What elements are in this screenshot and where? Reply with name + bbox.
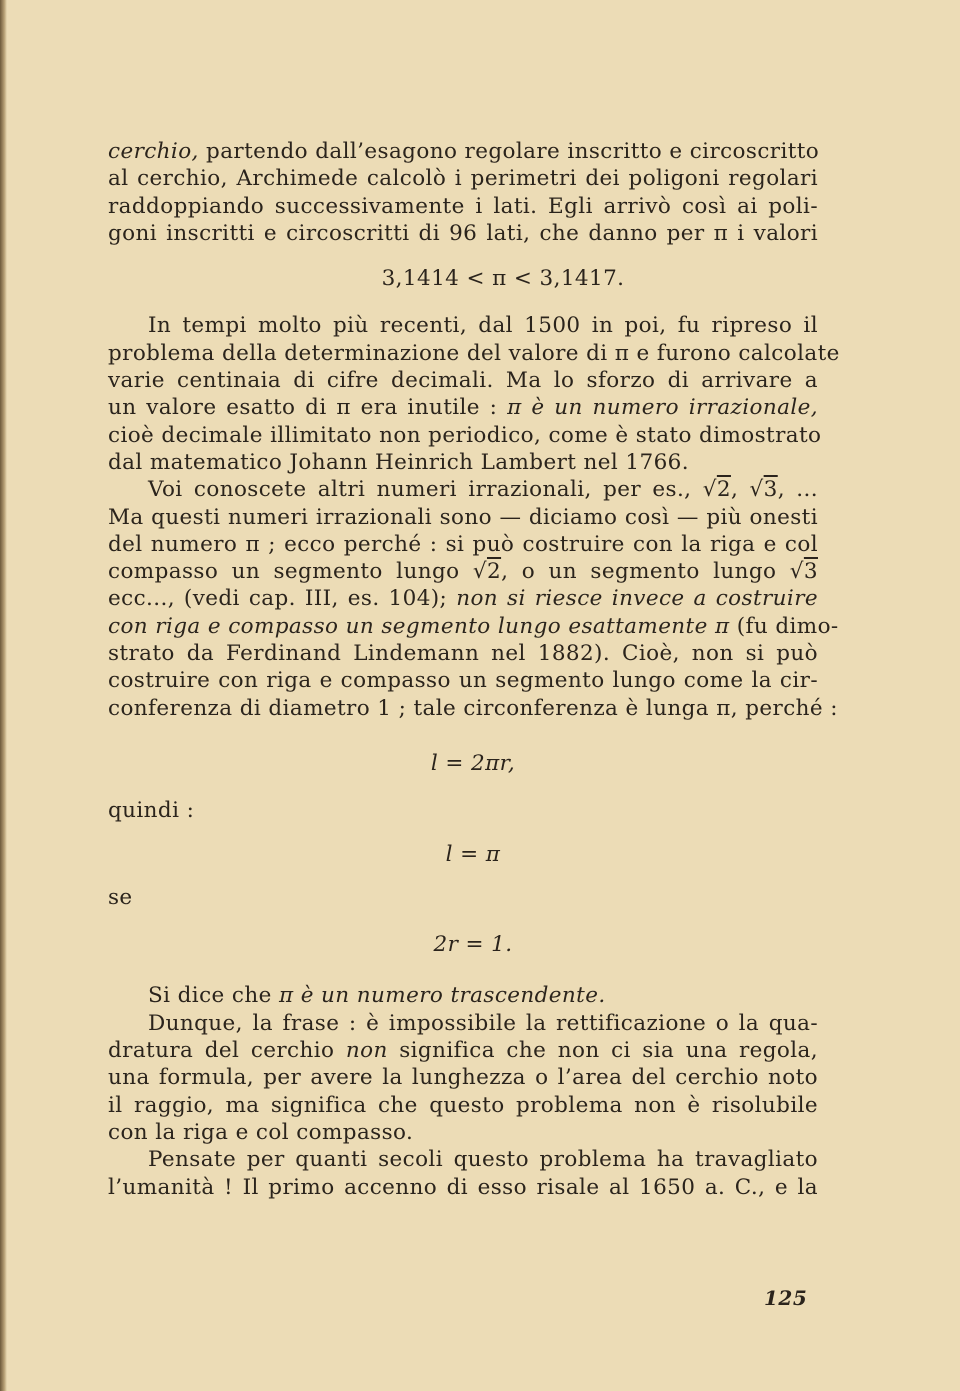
text-line: costruire con riga e compasso un segmento lungo come la cir- [108,668,818,694]
text-line: goni inscritti e circoscritti di 96 lati, che danno per π i valori [108,220,818,246]
formula-2r: 2r = 1. [433,932,513,958]
text-line: varie centinaia di cifre decimali. Ma lo sforzo di arrivare a [108,368,818,394]
formula-l-equals-pi: l = π [445,841,501,867]
text-line: compasso un segmento lungo √2, o un segmento lungo √3 [108,559,818,585]
text-line: il raggio, ma significa che questo problema non è risolubile [108,1092,818,1118]
sqrt-expression: √2 [472,559,502,585]
text-line: Dunque, la frase : è impossibile la rettificazione o la qua- [148,1010,818,1036]
text-line: cerchio, partendo dall’esagono regolare inscritto e circoscritto [108,139,820,164]
italic-text: con riga e compasso un segmento lungo esattamente π [108,613,730,639]
italic-text: cerchio, [108,139,199,164]
text-line: al cerchio, Archimede calcolò i perimetri dei poligoni regolari [108,166,818,192]
text-line: problema della determinazione del valore di π e furono calcolate [108,340,840,366]
sqrt-expression: √3 [749,477,778,503]
paragraph-archimedes [108,138,818,247]
text-line: una formula, per avere la lunghezza o l’area del cerchio noto [108,1065,818,1091]
text-line: con la riga e col compasso. [108,1119,414,1145]
text-line: In tempi molto più recenti, dal 1500 in poi, fu ripreso il [148,313,818,339]
text-line: del numero π ; ecco perché : si può costruire con la riga e col [108,531,818,557]
sqrt-expression: √3 [789,559,818,585]
text-line: dratura del cerchio non significa che non ci sia una regola, [108,1038,818,1064]
page-number: 125 [764,1286,808,1310]
paragraph-other-irrationals [108,476,839,722]
italic-text: non [345,1038,388,1064]
text-line: l’umanità ! Il primo accenno di esso risale al 1650 a. C., e la [108,1174,818,1200]
text-line: conferenza di diametro 1 ; tale circonferenza è lunga π, perché : [108,695,838,721]
label-se: se [108,884,133,910]
text-line: raddoppiando successivamente i lati. Egli arrivò così ai poli- [108,193,818,219]
label-quindi: quindi : [108,798,195,824]
text-line: Voi conoscete altri numeri irrazionali, per es., √2, √3, ... [148,477,819,503]
italic-text: π è un numero irrazionale, [507,395,819,421]
paragraph-squaring [108,1010,818,1146]
formula-pi-bounds: 3,1414 < π < 3,1417. [381,266,625,292]
text-line: Si dice che π è un numero trascendente. [148,983,606,1009]
italic-text: π è un numero trascendente. [278,983,606,1009]
text-line: strato da Ferdinand Lindemann nel 1882). Cioè, non si può [108,641,818,667]
text-line: cioè decimale illimitato non periodico, come è stato dimostrato [108,422,822,448]
text-line: ecc..., (vedi cap. III, es. 104); non si riesce invece a costruire [108,586,818,612]
paragraph-irrational [108,312,840,476]
formula-circumference: l = 2πr, [430,750,516,776]
italic-text: non si riesce invece a costruire [456,586,818,612]
text-line: un valore esatto di π era inutile : π è un numero irrazionale, [108,395,819,421]
text-line: con riga e compasso un segmento lungo esattamente π (fu dimo- [108,613,839,639]
sqrt-expression: √2 [702,477,731,503]
paragraph-history [108,1146,818,1201]
text-line: dal matematico Johann Heinrich Lambert nel 1766. [108,449,689,475]
text-line: Ma questi numeri irrazionali sono — diciamo così — più onesti [108,504,818,530]
text-line: Pensate per quanti secoli questo problema ha travagliato [148,1147,818,1173]
page-edge [0,0,7,1391]
text-body [108,138,840,1201]
paragraph-transcendent [108,982,818,1009]
